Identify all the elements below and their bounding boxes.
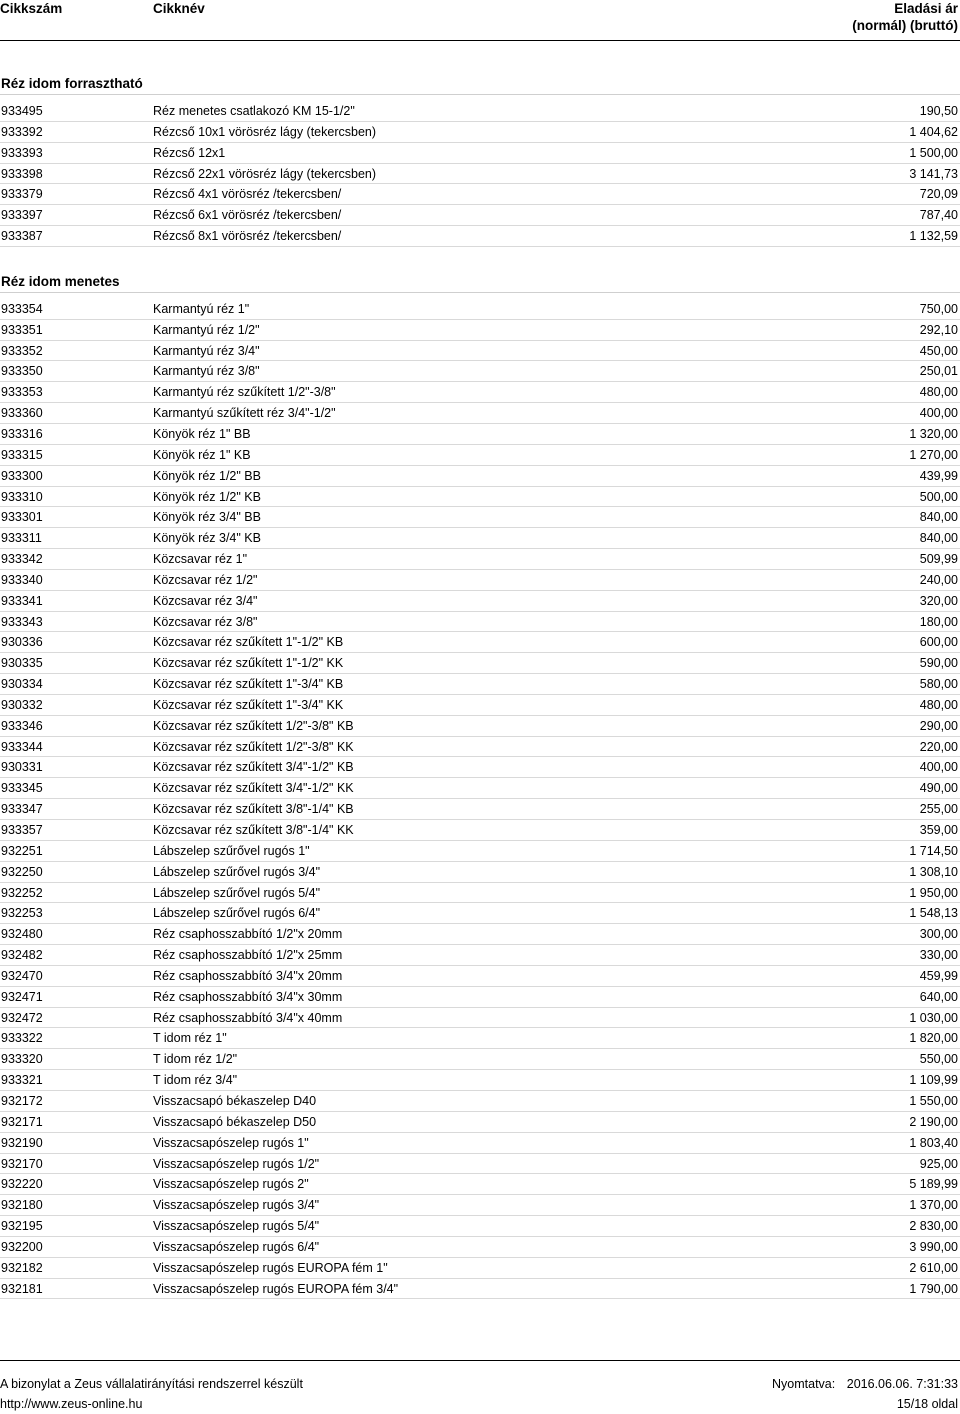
column-header-code: Cikkszám <box>0 1 63 16</box>
table-row <box>0 1028 960 1049</box>
table-row <box>0 883 960 904</box>
table-row <box>0 122 960 143</box>
item-name: Lábszelep szűrővel rugós 3/4" <box>153 864 321 879</box>
table-row <box>0 820 960 841</box>
item-code: 930334 <box>1 677 43 692</box>
table-row <box>0 1112 960 1133</box>
item-name: Rézcső 4x1 vörösréz /tekercsben/ <box>153 187 342 202</box>
item-code: 932220 <box>1 1177 43 1192</box>
item-price: 330,00 <box>919 948 958 963</box>
item-name: Közcsavar réz szűkített 3/4"-1/2" KB <box>153 760 354 775</box>
item-price: 490,00 <box>919 781 958 796</box>
item-code: 933387 <box>1 229 43 244</box>
table-row <box>0 924 960 945</box>
item-code: 933342 <box>1 552 43 567</box>
item-code: 932470 <box>1 968 43 983</box>
item-price: 1 030,00 <box>909 1010 958 1025</box>
table-row <box>0 1133 960 1154</box>
item-name: Visszacsapószelep rugós 5/4" <box>153 1219 320 1234</box>
table-row <box>0 778 960 799</box>
item-price: 1 790,00 <box>909 1281 958 1296</box>
item-price: 459,99 <box>919 968 958 983</box>
item-code: 933343 <box>1 614 43 629</box>
table-row <box>0 341 960 362</box>
item-price: 550,00 <box>919 1052 958 1067</box>
item-price: 300,00 <box>919 927 958 942</box>
item-name: Visszacsapószelep rugós 3/4" <box>153 1198 320 1213</box>
column-header-name: Cikknév <box>153 1 205 16</box>
item-price: 580,00 <box>919 677 958 692</box>
column-header-price-subtitle: (normál) (bruttó) <box>852 18 958 33</box>
item-price: 190,50 <box>919 104 958 118</box>
item-price: 1 550,00 <box>909 1093 958 1108</box>
item-name: Karmantyú szűkített réz 3/4"-1/2" <box>153 406 336 421</box>
item-code: 932252 <box>1 885 43 900</box>
item-price: 750,00 <box>919 301 958 316</box>
item-price: 5 189,99 <box>909 1177 958 1192</box>
footer-divider <box>0 1360 960 1361</box>
table-row <box>0 632 960 653</box>
item-code: 932472 <box>1 1010 43 1025</box>
item-code: 933393 <box>1 145 43 160</box>
item-name: Közcsavar réz 1" <box>153 552 248 567</box>
table-row <box>0 1154 960 1175</box>
item-code: 933350 <box>1 364 43 379</box>
item-price: 1 950,00 <box>909 885 958 900</box>
item-name: Rézcső 6x1 vörösréz /tekercsben/ <box>153 208 342 223</box>
item-name: Közcsavar réz 1/2" <box>153 572 258 587</box>
item-price: 255,00 <box>919 802 958 817</box>
table-row <box>0 966 960 987</box>
generated-by-text: A bizonylat a Zeus vállalatirányítási rendszerrel készült <box>0 1377 303 1391</box>
section-gap <box>0 247 960 271</box>
item-code: 933357 <box>1 823 43 837</box>
table-row <box>0 205 960 226</box>
item-name: Karmantyú réz 1" <box>153 301 250 316</box>
item-code: 933311 <box>1 531 42 546</box>
item-name: Réz menetes csatlakozó KM 15-1/2" <box>153 104 355 118</box>
item-name: Visszacsapó békaszelep D40 <box>153 1093 317 1108</box>
item-price: 1 109,99 <box>909 1073 958 1088</box>
table-row <box>0 143 960 164</box>
item-code: 930336 <box>1 635 43 650</box>
table-row <box>0 716 960 737</box>
item-code: 932181 <box>1 1281 43 1296</box>
table-row <box>0 1258 960 1279</box>
table-row <box>0 528 960 549</box>
item-code: 933397 <box>1 208 43 223</box>
table-row <box>0 424 960 445</box>
item-code: 932482 <box>1 948 43 963</box>
table-row <box>0 799 960 820</box>
item-price: 480,00 <box>919 697 958 712</box>
table-row <box>0 403 960 424</box>
section <box>0 271 960 1300</box>
table-row <box>0 570 960 591</box>
item-name: Karmantyú réz 1/2" <box>153 322 260 337</box>
item-name: Közcsavar réz szűkített 3/4"-1/2" KK <box>153 781 354 796</box>
item-price: 180,00 <box>919 614 958 629</box>
table-row <box>0 445 960 466</box>
item-price: 1 370,00 <box>909 1198 958 1213</box>
item-code: 932180 <box>1 1198 43 1213</box>
item-code: 933351 <box>1 322 43 337</box>
item-name: Közcsavar réz szűkített 1/2"-3/8" KK <box>153 739 354 754</box>
item-code: 933360 <box>1 406 43 421</box>
table-row <box>0 101 960 122</box>
item-price: 250,01 <box>919 364 958 379</box>
item-price: 590,00 <box>919 656 958 671</box>
item-name: Könyök réz 1/2" BB <box>153 468 261 483</box>
item-price: 1 548,13 <box>909 906 958 921</box>
item-code: 933300 <box>1 468 43 483</box>
table-row <box>0 361 960 382</box>
table-row <box>0 466 960 487</box>
item-price: 1 404,62 <box>909 124 958 139</box>
item-price: 240,00 <box>919 572 958 587</box>
item-name: Könyök réz 3/4" BB <box>153 510 261 525</box>
item-price: 1 270,00 <box>909 447 958 462</box>
item-name: T idom réz 1" <box>153 1031 227 1046</box>
item-name: Visszacsapószelep rugós EUROPA fém 1" <box>153 1260 388 1275</box>
item-code: 933347 <box>1 802 43 817</box>
item-name: Visszacsapószelep rugós 1/2" <box>153 1156 320 1171</box>
printed-datetime: 2016.06.06. 7:31:33 <box>846 1377 958 1391</box>
item-code: 933345 <box>1 781 43 796</box>
item-code: 933301 <box>1 510 43 525</box>
item-code: 933353 <box>1 385 43 400</box>
item-code: 933315 <box>1 447 43 462</box>
item-price: 439,99 <box>919 468 958 483</box>
table-row <box>0 1008 960 1029</box>
section-title: Réz idom forrasztható <box>0 73 960 95</box>
table-row <box>0 549 960 570</box>
item-code: 933341 <box>1 593 43 608</box>
table-row <box>0 382 960 403</box>
item-name: Karmantyú réz 3/8" <box>153 364 260 379</box>
table-row <box>0 1070 960 1091</box>
table-row <box>0 299 960 320</box>
item-name: Visszacsapószelep rugós 2" <box>153 1177 309 1192</box>
item-code: 930335 <box>1 656 43 671</box>
item-price: 1 714,50 <box>909 843 958 858</box>
item-code: 933316 <box>1 426 43 441</box>
item-price: 1 803,40 <box>909 1135 958 1150</box>
item-price: 840,00 <box>919 510 958 525</box>
table-row <box>0 737 960 758</box>
table-row <box>0 945 960 966</box>
item-price: 450,00 <box>919 343 958 358</box>
header-divider <box>0 40 960 41</box>
item-code: 932253 <box>1 906 43 921</box>
item-code: 933346 <box>1 718 43 733</box>
item-code: 930331 <box>1 760 43 775</box>
item-name: Közcsavar réz szűkített 1"-3/4" KK <box>153 697 344 712</box>
table-row <box>0 612 960 633</box>
item-price: 640,00 <box>919 989 958 1004</box>
table-row <box>0 757 960 778</box>
item-code: 932190 <box>1 1135 43 1150</box>
item-price: 840,00 <box>919 531 958 546</box>
item-price: 480,00 <box>919 385 958 400</box>
item-code: 933321 <box>1 1073 43 1088</box>
item-name: Karmantyú réz szűkített 1/2"-3/8" <box>153 385 336 400</box>
table-row <box>0 1174 960 1195</box>
item-name: Közcsavar réz szűkített 1"-3/4" KB <box>153 677 344 692</box>
item-price: 500,00 <box>919 489 958 504</box>
item-price: 359,00 <box>919 823 958 837</box>
item-name: Réz csaphosszabbító 3/4"x 20mm <box>153 968 343 983</box>
item-name: Visszacsapószelep rugós 6/4" <box>153 1239 320 1254</box>
item-price: 292,10 <box>919 322 958 337</box>
item-code: 932170 <box>1 1156 43 1171</box>
item-code: 930332 <box>1 697 43 712</box>
item-name: Visszacsapószelep rugós EUROPA fém 3/4" <box>153 1281 399 1296</box>
item-name: Könyök réz 1" KB <box>153 447 251 462</box>
item-price: 3 141,73 <box>909 166 958 181</box>
table-header <box>0 0 960 40</box>
item-code: 932480 <box>1 927 43 942</box>
item-price: 2 190,00 <box>909 1114 958 1129</box>
item-code: 933354 <box>1 301 43 316</box>
item-name: Közcsavar réz 3/4" <box>153 593 258 608</box>
item-code: 933379 <box>1 187 43 202</box>
item-code: 933495 <box>1 104 43 118</box>
table-row <box>0 653 960 674</box>
item-price: 220,00 <box>919 739 958 754</box>
item-code: 933340 <box>1 572 43 587</box>
item-name: Rézcső 12x1 <box>153 145 226 160</box>
item-code: 932200 <box>1 1239 43 1254</box>
item-price: 320,00 <box>919 593 958 608</box>
table-row <box>0 1091 960 1112</box>
table-row <box>0 591 960 612</box>
item-name: Közcsavar réz szűkített 1/2"-3/8" KB <box>153 718 354 733</box>
item-price: 925,00 <box>919 1156 958 1171</box>
table-row <box>0 841 960 862</box>
item-name: Réz csaphosszabbító 3/4"x 40mm <box>153 1010 343 1025</box>
item-price: 1 132,59 <box>909 229 958 244</box>
table-row <box>0 862 960 883</box>
item-price: 400,00 <box>919 406 958 421</box>
item-price: 400,00 <box>919 760 958 775</box>
section <box>0 73 960 247</box>
item-code: 933344 <box>1 739 43 754</box>
item-name: Lábszelep szűrővel rugós 6/4" <box>153 906 321 921</box>
item-code: 932471 <box>1 989 43 1004</box>
item-code: 933352 <box>1 343 43 358</box>
item-name: Lábszelep szűrővel rugós 5/4" <box>153 885 321 900</box>
item-code: 933310 <box>1 489 43 504</box>
item-name: Könyök réz 1" BB <box>153 426 251 441</box>
item-name: Rézcső 8x1 vörösréz /tekercsben/ <box>153 229 342 244</box>
item-name: Rézcső 22x1 vörösréz lágy (tekercsben) <box>153 166 377 181</box>
table-row <box>0 320 960 341</box>
item-name: Könyök réz 3/4" KB <box>153 531 261 546</box>
item-price: 1 320,00 <box>909 426 958 441</box>
item-name: Könyök réz 1/2" KB <box>153 489 261 504</box>
item-name: Közcsavar réz szűkített 3/8"-1/4" KB <box>153 802 354 817</box>
item-name: Közcsavar réz szűkített 1"-1/2" KB <box>153 635 344 650</box>
item-name: T idom réz 3/4" <box>153 1073 238 1088</box>
item-name: Réz csaphosszabbító 1/2"x 25mm <box>153 948 343 963</box>
table-row <box>0 1237 960 1258</box>
section-rows <box>0 95 960 247</box>
item-price: 600,00 <box>919 635 958 650</box>
item-code: 933392 <box>1 124 43 139</box>
item-name: Közcsavar réz szűkített 3/8"-1/4" KK <box>153 823 354 837</box>
item-price: 2 830,00 <box>909 1219 958 1234</box>
table-row <box>0 164 960 185</box>
item-price: 509,99 <box>919 552 958 567</box>
item-name: Visszacsapószelep rugós 1" <box>153 1135 309 1150</box>
item-code: 932250 <box>1 864 43 879</box>
website-link[interactable]: http://www.zeus-online.hu <box>0 1397 143 1411</box>
item-price: 787,40 <box>919 208 958 223</box>
section-rows <box>0 293 960 1300</box>
item-name: T idom réz 1/2" <box>153 1052 238 1067</box>
table-row <box>0 987 960 1008</box>
item-code: 933322 <box>1 1031 43 1046</box>
item-code: 932182 <box>1 1260 43 1275</box>
table-row <box>0 507 960 528</box>
page-number: 15/18 oldal <box>896 1397 958 1411</box>
item-name: Réz csaphosszabbító 3/4"x 30mm <box>153 989 343 1004</box>
item-price: 1 500,00 <box>909 145 958 160</box>
table-row <box>0 1195 960 1216</box>
item-code: 932251 <box>1 843 43 858</box>
item-code: 932195 <box>1 1219 43 1234</box>
item-price: 3 990,00 <box>909 1239 958 1254</box>
table-row <box>0 903 960 924</box>
item-name: Közcsavar réz szűkített 1"-1/2" KK <box>153 656 344 671</box>
item-name: Visszacsapó békaszelep D50 <box>153 1114 317 1129</box>
table-row <box>0 184 960 205</box>
table-row <box>0 1049 960 1070</box>
item-name: Rézcső 10x1 vörösréz lágy (tekercsben) <box>153 124 377 139</box>
column-header-price: Eladási ár <box>894 1 958 16</box>
table-row <box>0 674 960 695</box>
item-name: Lábszelep szűrővel rugós 1" <box>153 843 310 858</box>
price-list <box>0 73 960 1299</box>
printed-label: Nyomtatva: <box>772 1377 836 1391</box>
item-code: 932172 <box>1 1093 43 1108</box>
item-code: 933320 <box>1 1052 43 1067</box>
item-code: 933398 <box>1 166 43 181</box>
table-row <box>0 695 960 716</box>
item-price: 720,09 <box>919 187 958 202</box>
item-name: Közcsavar réz 3/8" <box>153 614 258 629</box>
item-price: 2 610,00 <box>909 1260 958 1275</box>
table-row <box>0 1279 960 1300</box>
item-price: 1 308,10 <box>909 864 958 879</box>
table-row <box>0 226 960 247</box>
item-name: Karmantyú réz 3/4" <box>153 343 260 358</box>
item-code: 932171 <box>1 1114 43 1129</box>
table-row <box>0 487 960 508</box>
item-price: 1 820,00 <box>909 1031 958 1046</box>
item-price: 290,00 <box>919 718 958 733</box>
section-title: Réz idom menetes <box>0 271 960 293</box>
item-name: Réz csaphosszabbító 1/2"x 20mm <box>153 927 343 942</box>
table-row <box>0 1216 960 1237</box>
